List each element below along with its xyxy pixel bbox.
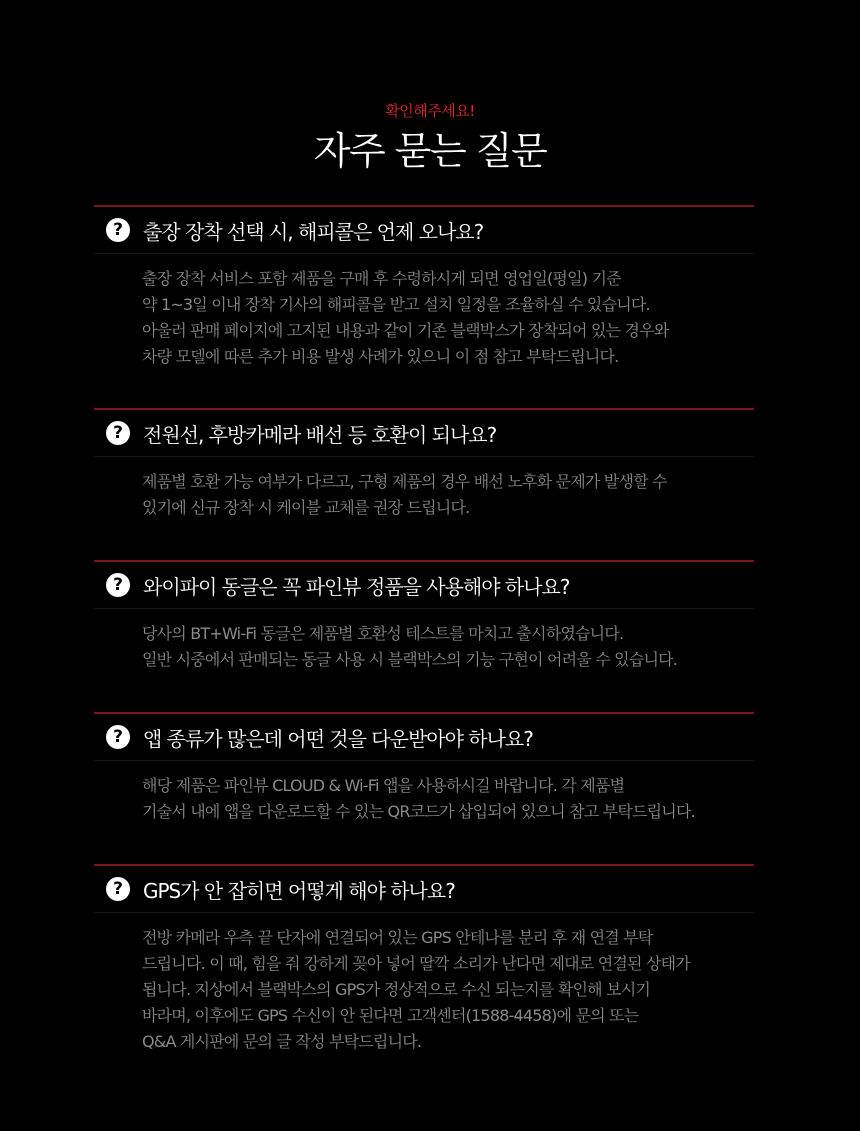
faq-header xyxy=(0,100,860,176)
faq-answer-line: 전방 카메라 우측 끝 단자에 연결되어 있는 GPS 안테나를 분리 후 재 연결 부탁 xyxy=(142,928,653,947)
faq-answer-line: 드립니다. 이 때, 힘을 줘 강하게 꽂아 넣어 딸깍 소리가 난다면 제대로 연결된 상태가 xyxy=(142,954,690,973)
faq-question[interactable] xyxy=(94,562,754,609)
faq-question[interactable] xyxy=(94,866,754,913)
faq-item xyxy=(94,408,754,560)
faq-list xyxy=(94,205,754,1056)
faq-answer-line: 아울러 판매 페이지에 고지된 내용과 같이 기존 블랙박스가 장착되어 있는 경우와 xyxy=(142,321,669,340)
question-circle-icon: ? xyxy=(106,218,130,242)
faq-item xyxy=(94,560,754,712)
question-circle-icon: ? xyxy=(106,725,130,749)
faq-answer-line: Q&A 게시판에 문의 글 작성 부탁드립니다. xyxy=(142,1032,422,1051)
faq-question-text: 전원선, 후방카메라 배선 등 호환이 되나요? xyxy=(143,422,497,447)
faq-answer-line: 있기에 신규 장착 시 케이블 교체를 권장 드립니다. xyxy=(142,498,470,517)
faq-answer-line: 약 1~3일 이내 장착 기사의 해피콜을 받고 설치 일정을 조율하실 수 있습니다. xyxy=(142,295,650,314)
question-circle-icon: ? xyxy=(106,421,130,445)
faq-answer-line: 당사의 BT+Wi-Fi 동글은 제품별 호환성 테스트를 마치고 출시하였습니다. xyxy=(142,624,624,643)
faq-question-text: 출장 장착 선택 시, 해피콜은 언제 오나요? xyxy=(143,219,484,244)
faq-question-text: GPS가 안 잡히면 어떻게 해야 하나요? xyxy=(143,878,455,903)
question-circle-icon: ? xyxy=(106,877,130,901)
faq-kicker: 확인해주세요! xyxy=(385,102,475,120)
faq-item xyxy=(94,712,754,864)
question-circle-icon: ? xyxy=(106,573,130,597)
faq-answer-line: 일반 시중에서 판매되는 동글 사용 시 블랙박스의 기능 구현이 어려울 수 있습니다. xyxy=(142,650,678,669)
faq-question[interactable] xyxy=(94,410,754,457)
faq-question-text: 앱 종류가 많은데 어떤 것을 다운받아야 하나요? xyxy=(143,726,533,751)
faq-answer-line: 기술서 내에 앱을 다운로드할 수 있는 QR코드가 삽입되어 있으니 참고 부탁드립니다. xyxy=(142,802,695,821)
faq-item xyxy=(94,864,754,1056)
faq-question[interactable] xyxy=(94,207,754,254)
faq-question[interactable] xyxy=(94,714,754,761)
faq-answer xyxy=(94,761,754,825)
faq-answer xyxy=(94,254,754,370)
faq-answer-line: 제품별 호환 가능 여부가 다르고, 구형 제품의 경우 배선 노후화 문제가 발생할 수 xyxy=(142,472,667,491)
page-title: 자주 묻는 질문 xyxy=(313,129,547,173)
faq-answer xyxy=(94,913,754,1055)
faq-answer-line: 바라며, 이후에도 GPS 수신이 안 된다면 고객센터(1588-4458)에 문의 또는 xyxy=(142,1006,639,1025)
faq-answer xyxy=(94,609,754,673)
faq-answer-line: 출장 장착 서비스 포함 제품을 구매 후 수령하시게 되면 영업일(평일) 기준 xyxy=(142,269,621,288)
faq-answer-line: 해당 제품은 파인뷰 CLOUD & Wi-Fi 앱을 사용하시길 바랍니다. 각 제품별 xyxy=(142,776,625,795)
faq-answer xyxy=(94,457,754,521)
faq-answer-line: 됩니다. 지상에서 블랙박스의 GPS가 정상적으로 수신 되는지를 확인해 보시기 xyxy=(142,980,651,999)
faq-answer-line: 차량 모델에 따른 추가 비용 발생 사례가 있으니 이 점 참고 부탁드립니다. xyxy=(142,347,619,366)
faq-item xyxy=(94,205,754,408)
faq-question-text: 와이파이 동글은 꼭 파인뷰 정품을 사용해야 하나요? xyxy=(143,574,570,599)
